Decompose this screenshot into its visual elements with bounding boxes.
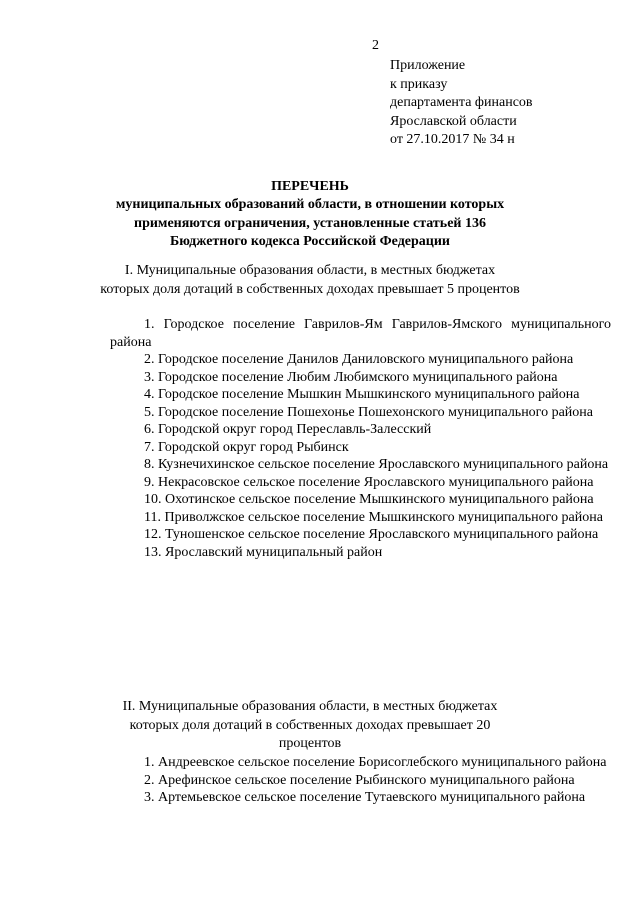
approval-line: к приказу: [390, 76, 448, 92]
list-item: 10. Охотинское сельское поселение Мышкинского муниципального района: [144, 492, 594, 507]
list-item: 6. Городской округ город Переславль-Залесский: [144, 422, 432, 437]
list-item: 2. Арефинское сельское поселение Рыбинского муниципального района: [144, 772, 575, 788]
approval-line: Приложение: [390, 58, 466, 73]
document-subtitle: муниципальных образований области, в отношении которых применяются ограничения, установленные статьей 136 Бюджетного кодекса Российской Федерации: [115, 197, 505, 249]
list-item: 4. Городское поселение Мышкин Мышкинского муниципального района: [144, 387, 580, 402]
list-item: 9. Некрасовское сельское поселение Ярославского муниципального района: [144, 474, 594, 490]
list-item: 8. Кузнечихинское сельское поселение Ярославского муниципального района: [144, 457, 609, 472]
list-item: 1. Городское поселение Гаврилов-Ям Гаврилов-Ямского муниципального района: [110, 317, 612, 350]
page-number: 2: [372, 38, 379, 53]
list-item: 7. Городской округ город Рыбинск: [144, 439, 349, 455]
list-item: 5. Городское поселение Пошехонье Пошехонского муниципального района: [144, 404, 593, 420]
approval-line: от 27.10.2017 № 34 н: [390, 132, 515, 147]
approval-line: Ярославской области: [390, 113, 517, 129]
section-heading-1: I. Муниципальные образования области, в местных бюджетах которых доля дотаций в собственных доходах превышает 5 процентов: [100, 263, 520, 297]
list-item: 3. Городское поселение Любим Любимского муниципального района: [144, 369, 558, 385]
list-item: 1. Андреевское сельское поселение Борисоглебского муниципального района: [144, 755, 607, 770]
list-item: 13. Ярославский муниципальный район: [144, 544, 383, 560]
section-1-list: [110, 316, 611, 561]
approval-block: [390, 57, 533, 150]
list-item: 12. Туношенское сельское поселение Ярославского муниципального района: [144, 527, 599, 542]
list-item: 2. Городское поселение Данилов Даниловского муниципального района: [144, 352, 574, 367]
list-item: 11. Приволжское сельское поселение Мышкинского муниципального района: [144, 509, 603, 525]
document-title: ПЕРЕЧЕНЬ: [271, 179, 349, 194]
section-heading-2: II. Муниципальные образования области, в местных бюджетах которых доля дотаций в собственных доходах превышает 20 процентов: [122, 699, 498, 751]
approval-line: департамента финансов: [390, 95, 533, 110]
list-item: 3. Артемьевское сельское поселение Тутаевского муниципального района: [144, 790, 586, 805]
section-2-list: [110, 754, 611, 807]
